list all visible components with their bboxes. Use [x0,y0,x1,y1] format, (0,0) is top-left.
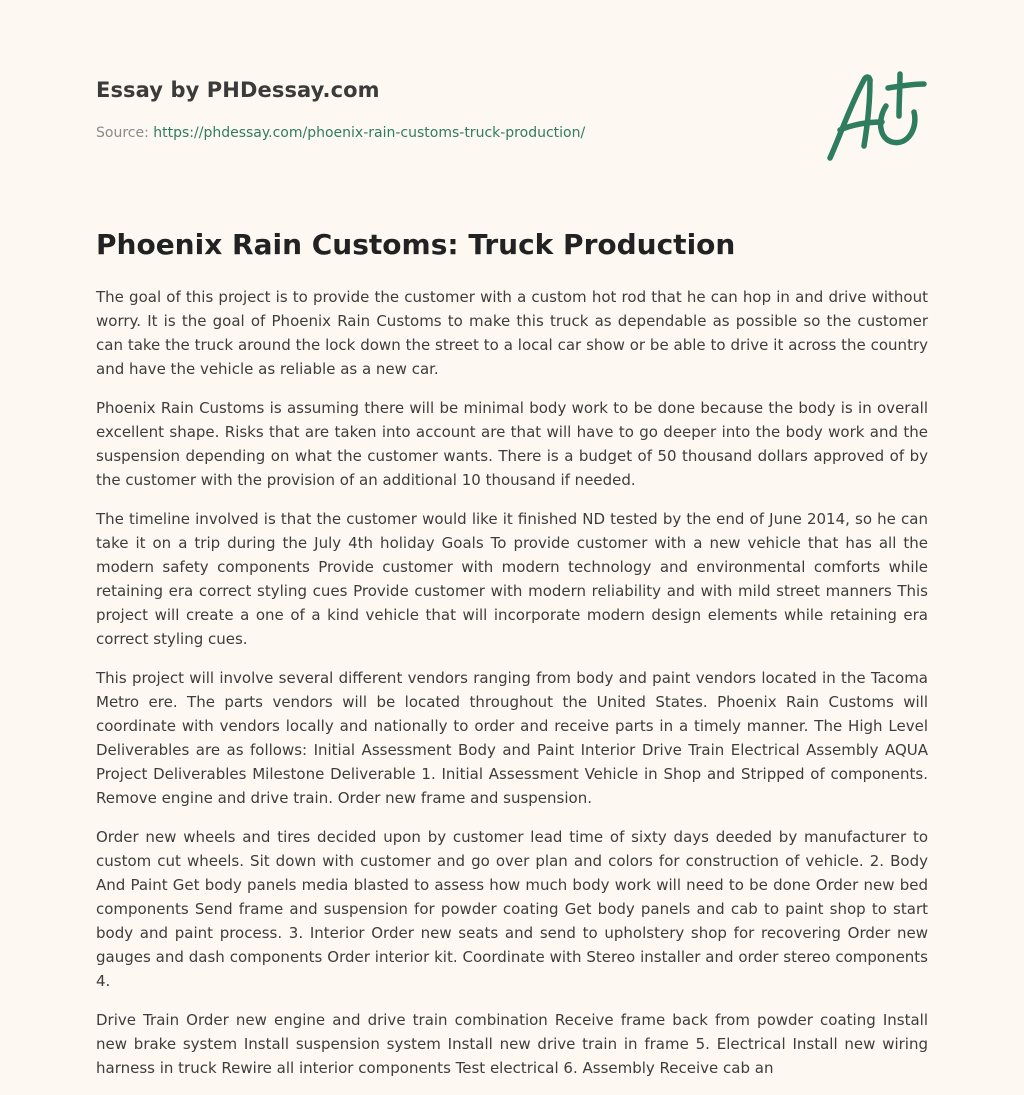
essay-paragraph: Phoenix Rain Customs is assuming there will be minimal body work to be done because the body is in overall excellent shape. Risks that are taken into account are that will have to go deeper into the body work and the suspension depending on what the customer wants. There is a budget of 50 thousand dollars approved of by the customer with the provision of an additional 10 thousand if needed. [96,399,928,489]
essay-paragraph: Order new wheels and tires decided upon by customer lead time of sixty days deeded by manufacturer to custom cut wheels. Sit down with customer and go over plan and colors for construction of vehicle. 2. Body And Paint Get body panels media blasted to assess how much body work will need to be done Order new bed components Send frame and suspension for powder coating Get body panels and cab to paint shop to start body and paint process. 3. Interior Order new seats and send to upholstery shop for recovering Order new gauges and dash components Order interior kit. Coordinate with Stereo installer and order stereo components 4. [96,828,928,990]
essay-paragraph: The timeline involved is that the customer would like it finished ND tested by the end of June 2014, so he can take it on a trip during the July 4th holiday Goals To provide customer with a new vehicle that has all the modern safety components Provide customer with modern technology and environmental comforts while retaining era correct styling cues Provide customer with modern reliability and with mild street manners This project will create a one of a kind vehicle that will incorporate modern design elements while retaining era correct styling cues. [96,510,928,648]
essay-paragraph: Drive Train Order new engine and drive train combination Receive frame back from powder coating Install new brake system Install suspension system Install new drive train in frame 5. Electrical Install new wiring harness in truck Rewire all interior components Test electrical 6. Assembly Receive cab an [96,1011,928,1077]
site-title: Essay by PHDessay.com [96,78,380,102]
source-link[interactable]: https://phdessay.com/phoenix-rain-customs-truck-production/ [153,125,586,141]
essay-paragraph: The goal of this project is to provide the customer with a custom hot rod that he can hop in and drive without worry. It is the goal of Phoenix Rain Customs to make this truck as dependable as possible so the customer can take the truck around the lock down the street to a local car show or be able to drive it across the country and have the vehicle as reliable as a new car. [96,288,928,378]
source-line [96,124,585,142]
essay-body [96,285,928,1095]
source-label: Source: [96,125,154,141]
a-plus-logo-icon [820,66,930,166]
essay-title: Phoenix Rain Customs: Truck Production [96,228,736,261]
essay-paragraph: This project will involve several different vendors ranging from body and paint vendors located in the Tacoma Metro ere. The parts vendors will be located throughout the United States. Phoenix Rain Customs will coordinate with vendors locally and nationally to order and receive parts in a timely manner. The High Level Deliverables are as follows: Initial Assessment Body and Paint Interior Drive Train Electrical Assembly AQUA Project Deliverables Milestone Deliverable 1. Initial Assessment Vehicle in Shop and Stripped of components. Remove engine and drive train. Order new frame and suspension. [96,669,928,807]
